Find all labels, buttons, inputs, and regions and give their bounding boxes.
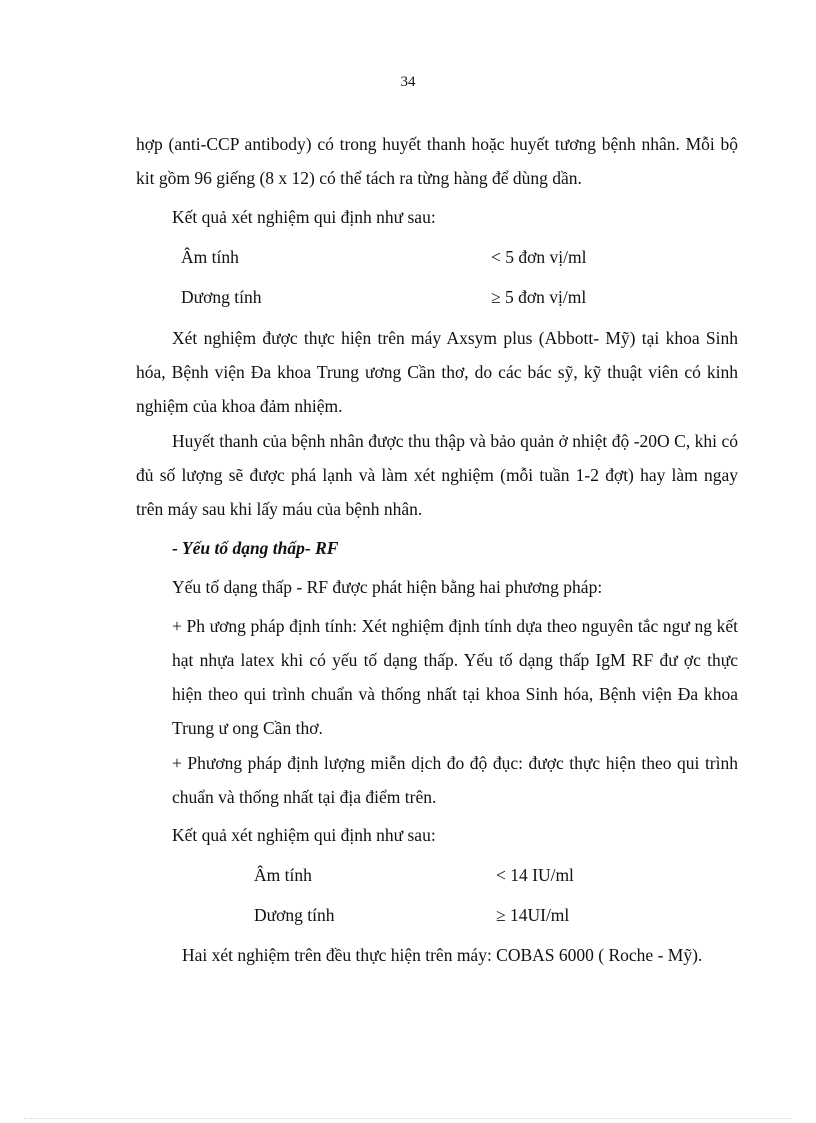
heading-rheumatoid-factor: - Yếu tố dạng thấp- RF (172, 538, 339, 558)
result-intro-rf: Kết quả xét nghiệm qui định như sau: (172, 825, 436, 845)
ccp-negative-label: Âm tính (181, 247, 239, 267)
paragraph-axsym: Xét nghiệm được thực hiện trên máy Axsym plus (Abbott- Mỹ) tại khoa Sinh hóa, Bệnh viện Đa khoa Trung ương Cần thơ, do các bác sỹ, kỹ thuật viên có kinh nghiệm của khoa đảm nhiệm. (136, 328, 738, 416)
ccp-positive-value: ≥ 5 đơn vị/ml (491, 287, 587, 307)
method-quantitative: + Phương pháp định lượng miễn dịch đo độ đục: được thực hiện theo qui trình chuẩn và thống nhất tại địa điểm trên. (172, 753, 738, 807)
page-bottom-divider (24, 1118, 792, 1119)
paragraph-anti-ccp: hợp (anti-CCP antibody) có trong huyết thanh hoặc huyết tương bệnh nhân. Mỗi bộ kit gồm 96 giếng (8 x 12) có thể tách ra từng hàng để dùng dần. (136, 134, 738, 188)
rf-positive-label: Dương tính (254, 905, 335, 925)
result-intro-ccp: Kết quả xét nghiệm qui định như sau: (172, 207, 436, 227)
paragraph-serum-storage: Huyết thanh của bệnh nhân được thu thập và bảo quản ở nhiệt độ -20O C, khi có đủ số lượng sẽ được phá lạnh và làm xét nghiệm (mỗi tuần 1-2 đợt) hay làm ngay trên máy sau khi lấy máu của bệnh nhân. (136, 431, 738, 519)
page-number: 34 (400, 74, 416, 90)
rf-negative-value: < 14 IU/ml (496, 865, 574, 885)
ccp-negative-value: < 5 đơn vị/ml (491, 247, 587, 267)
rf-positive-value: ≥ 14UI/ml (496, 905, 570, 925)
method-qualitative: + Ph ương pháp định tính: Xét nghiệm định tính dựa theo nguyên tắc ngư ng kết hạt nhựa latex khi có yếu tố dạng thấp. Yếu tố dạng thấp IgM RF đư ợc thực hiện theo qui trình chuẩn và thống nhất tại khoa Sinh hóa, Bệnh viện Đa khoa Trung ư ong Cần thơ. (172, 616, 738, 738)
closing-note: Hai xét nghiệm trên đều thực hiện trên máy: COBAS 6000 ( Roche - Mỹ). (182, 945, 703, 965)
rf-negative-label: Âm tính (254, 865, 312, 885)
ccp-positive-label: Dương tính (181, 287, 262, 307)
rf-intro: Yếu tố dạng thấp - RF được phát hiện bằng hai phương pháp: (172, 577, 603, 597)
